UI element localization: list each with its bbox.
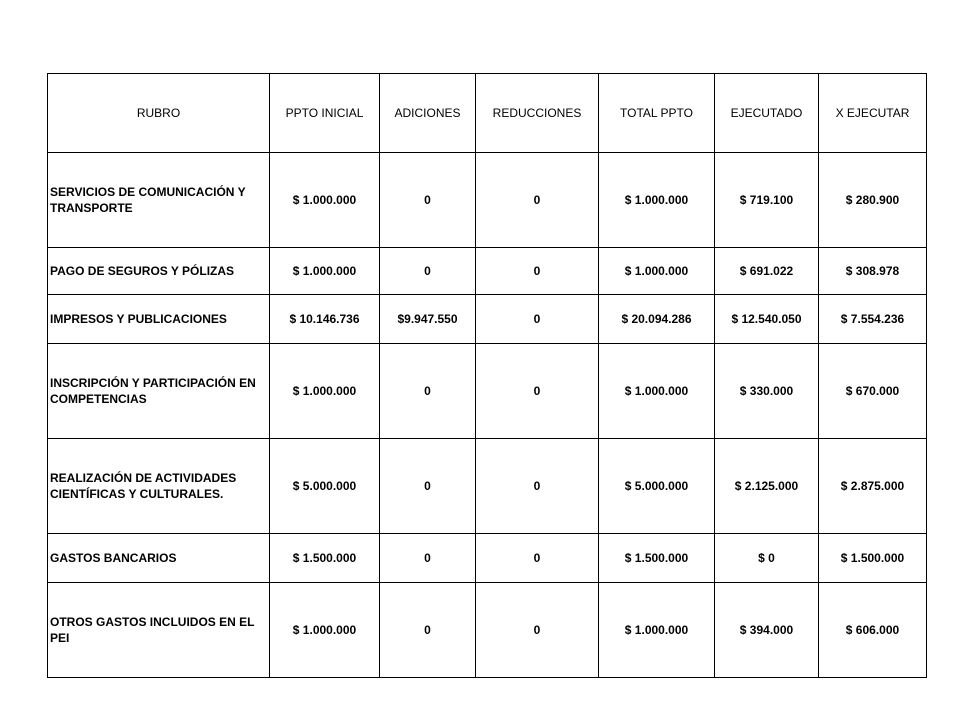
cell-ejecutado: $ 719.100 [715,153,819,248]
table-header-row [48,74,927,153]
cell-x-ejecutar: $ 2.875.000 [819,439,927,534]
cell-ejecutado: $ 2.125.000 [715,439,819,534]
cell-ejecutado: $ 691.022 [715,248,819,295]
table-row [48,248,927,295]
table-row [48,153,927,248]
header-x-ejecutar: X EJECUTAR [819,74,927,153]
header-total-ppto: TOTAL PPTO [599,74,715,153]
cell-rubro: SERVICIOS DE COMUNICACIÓN Y TRANSPORTE [48,153,270,248]
cell-total-ppto: $ 5.000.000 [599,439,715,534]
cell-total-ppto: $ 1.000.000 [599,248,715,295]
cell-rubro: OTROS GASTOS INCLUIDOS EN EL PEI [48,583,270,678]
table-row [48,583,927,678]
cell-rubro: REALIZACIÓN DE ACTIVIDADES CIENTÍFICAS Y CULTURALES. [48,439,270,534]
cell-adiciones: 0 [380,248,476,295]
table-row [48,295,927,344]
cell-reducciones: 0 [476,344,599,439]
cell-ppto-inicial: $ 1.000.000 [270,344,380,439]
cell-adiciones: 0 [380,153,476,248]
cell-x-ejecutar: $ 7.554.236 [819,295,927,344]
cell-reducciones: 0 [476,248,599,295]
cell-ppto-inicial: $ 1.000.000 [270,583,380,678]
cell-x-ejecutar: $ 670.000 [819,344,927,439]
header-ejecutado: EJECUTADO [715,74,819,153]
cell-adiciones: $9.947.550 [380,295,476,344]
header-adiciones: ADICIONES [380,74,476,153]
cell-ppto-inicial: $ 1.500.000 [270,534,380,583]
cell-rubro: IMPRESOS Y PUBLICACIONES [48,295,270,344]
cell-ppto-inicial: $ 10.146.736 [270,295,380,344]
table-row [48,439,927,534]
cell-ejecutado: $ 12.540.050 [715,295,819,344]
cell-ejecutado: $ 0 [715,534,819,583]
cell-rubro: GASTOS BANCARIOS [48,534,270,583]
cell-x-ejecutar: $ 280.900 [819,153,927,248]
cell-x-ejecutar: $ 1.500.000 [819,534,927,583]
cell-total-ppto: $ 1.000.000 [599,583,715,678]
cell-reducciones: 0 [476,153,599,248]
cell-total-ppto: $ 1.000.000 [599,344,715,439]
cell-total-ppto: $ 1.000.000 [599,153,715,248]
budget-table [47,73,927,678]
cell-ejecutado: $ 330.000 [715,344,819,439]
cell-reducciones: 0 [476,534,599,583]
cell-ppto-inicial: $ 1.000.000 [270,248,380,295]
table-row [48,344,927,439]
cell-reducciones: 0 [476,439,599,534]
cell-ppto-inicial: $ 1.000.000 [270,153,380,248]
cell-x-ejecutar: $ 606.000 [819,583,927,678]
cell-adiciones: 0 [380,439,476,534]
cell-rubro: PAGO DE SEGUROS Y PÓLIZAS [48,248,270,295]
cell-adiciones: 0 [380,534,476,583]
cell-x-ejecutar: $ 308.978 [819,248,927,295]
table-row [48,534,927,583]
cell-reducciones: 0 [476,295,599,344]
header-rubro: RUBRO [48,74,270,153]
cell-ejecutado: $ 394.000 [715,583,819,678]
cell-reducciones: 0 [476,583,599,678]
cell-ppto-inicial: $ 5.000.000 [270,439,380,534]
cell-total-ppto: $ 20.094.286 [599,295,715,344]
header-reducciones: REDUCCIONES [476,74,599,153]
cell-adiciones: 0 [380,344,476,439]
header-ppto-inicial: PPTO INICIAL [270,74,380,153]
cell-rubro: INSCRIPCIÓN Y PARTICIPACIÓN EN COMPETENCIAS [48,344,270,439]
cell-adiciones: 0 [380,583,476,678]
cell-total-ppto: $ 1.500.000 [599,534,715,583]
